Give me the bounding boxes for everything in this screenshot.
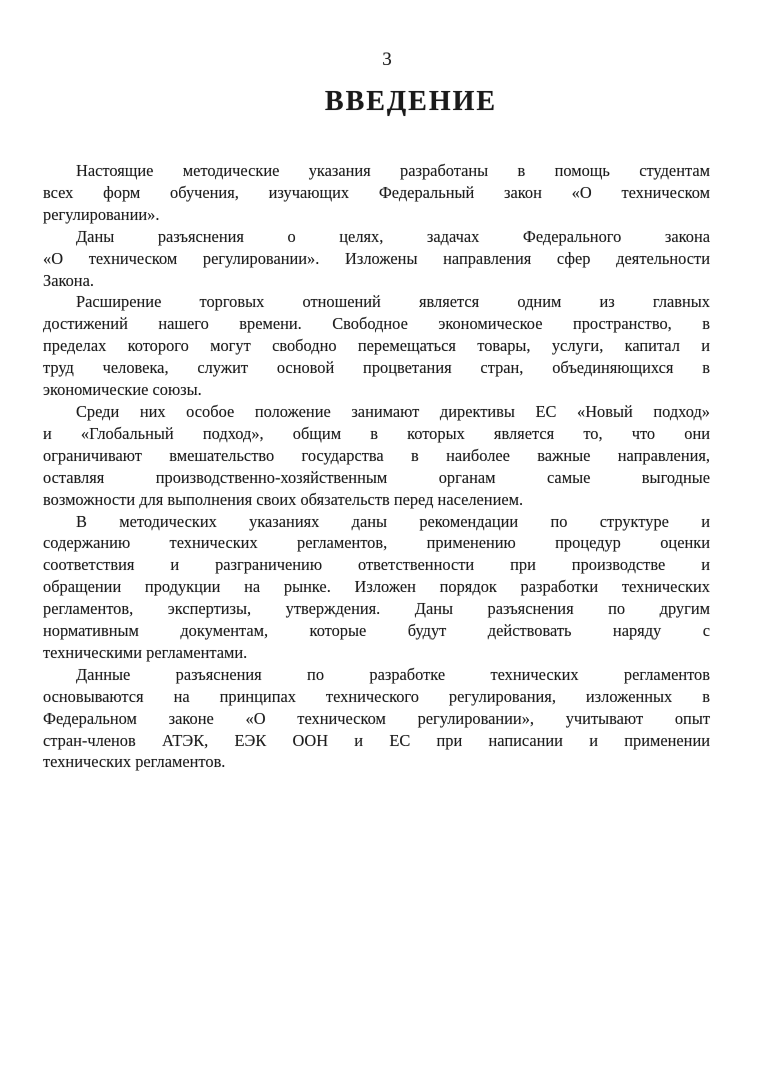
text-line: Среди них особое положение занимают директивы ЕС «Новый подход»: [76, 401, 710, 421]
section-heading: ВВЕДЕНИЕ: [324, 86, 498, 117]
text-line: Федеральном законе «О техническом регулировании», учитывают опыт: [43, 708, 710, 728]
text-line: соответствия и разграничению ответственности при производстве и: [43, 555, 710, 575]
text-line: основываются на принципах технического регулирования, изложенных в: [43, 686, 710, 706]
text-line: достижений нашего времени. Свободное экономическое пространство, в: [43, 314, 710, 334]
text-line: всех форм обучения, изучающих Федеральный закон «О техническом: [43, 182, 710, 202]
text-line: техническими регламентами.: [43, 642, 248, 662]
text-line: Даны разъяснения о целях, задачах Федерального закона: [76, 226, 710, 246]
paragraph-1: [43, 160, 710, 226]
text-line: Данные разъяснения по разработке технических регламентов: [76, 664, 710, 684]
paragraph-2: [43, 226, 710, 292]
paragraph-6: [43, 664, 710, 774]
text-line: ограничивают вмешательство государства в наиболее важные направления,: [43, 445, 710, 465]
paragraph-5: [43, 511, 710, 664]
text-line: возможности для выполнения своих обязательств перед населением.: [43, 489, 524, 509]
text-line: пределах которого могут свободно перемещаться товары, услуги, капитал и: [43, 336, 710, 356]
text-line: «О техническом регулировании». Изложены направления сфер деятельности: [43, 248, 710, 268]
text-line: экономические союзы.: [43, 380, 202, 400]
text-line: Расширение торговых отношений является одним из главных: [76, 292, 710, 312]
text-line: Настоящие методические указания разработаны в помощь студентам: [76, 161, 710, 180]
paragraph-3: [43, 291, 710, 401]
text-line: труд человека, служит основой процветания стран, объединяющихся в: [43, 358, 710, 378]
text-line: нормативным документам, которые будут действовать наряду с: [43, 621, 710, 641]
text-line: и «Глобальный подход», общим в которых является то, что они: [43, 423, 710, 443]
text-line: обращении продукции на рынке. Изложен порядок разработки технических: [43, 577, 710, 597]
paragraph-4: [43, 401, 710, 511]
text-line: оставляя производственно-хозяйственным органам самые выгодные: [43, 467, 710, 487]
text-line: регулировании».: [43, 204, 160, 224]
page-number: 3: [382, 49, 392, 70]
text-line: В методических указаниях даны рекомендации по структуре и: [76, 511, 710, 531]
text-line: содержанию технических регламентов, применению процедур оценки: [43, 533, 710, 553]
document-body: [43, 160, 710, 773]
text-line: Закона.: [43, 270, 94, 290]
text-line: регламентов, экспертизы, утверждения. Даны разъяснения по другим: [43, 599, 710, 619]
text-line: технических регламентов.: [43, 752, 226, 772]
text-line: стран-членов АТЭК, ЕЭК ООН и ЕС при написании и применении: [43, 730, 710, 750]
